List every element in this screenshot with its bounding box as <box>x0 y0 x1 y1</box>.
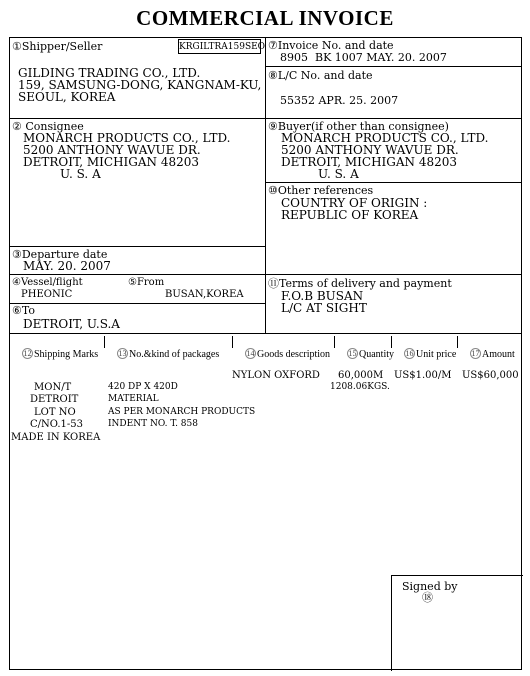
header-goods-description-text: Goods description <box>257 349 331 360</box>
shipping-mark-line-5: MADE IN KOREA <box>11 432 101 443</box>
goods-weight: 1208.06KGS. <box>330 382 390 392</box>
to-value: DETROIT, U.S.A <box>23 317 120 331</box>
goods-unit-price: US$1.00/M <box>394 370 452 381</box>
goods-quantity: 60,000M <box>338 370 384 381</box>
consignee-line-2: 5200 ANTHONY WAVUE DR. <box>23 143 201 157</box>
shipping-mark-line-4: C/NO.1-53 <box>30 419 84 430</box>
header-goods-description-num: 14 <box>246 349 255 358</box>
departure-value: MAY. 20. 2007 <box>23 259 111 273</box>
shipping-mark-line-1: MON/T <box>34 382 72 393</box>
divider-shipper-consignee <box>10 118 522 119</box>
main-vertical-divider <box>265 38 266 333</box>
header-shipping-marks-num: 12 <box>23 349 32 358</box>
header-quantity-num: 15 <box>348 349 357 358</box>
signed-by-label: Signed by <box>402 580 458 593</box>
consignee-line-3: DETROIT, MICHIGAN 48203 <box>23 155 200 169</box>
document-title: COMMERCIAL INVOICE <box>136 6 394 30</box>
signature-box <box>391 575 523 671</box>
buyer-line-1: MONARCH PRODUCTS CO., LTD. <box>281 131 489 145</box>
header-packages-text: No.&kind of packages <box>129 349 220 360</box>
divider-consignee-departure <box>10 246 265 247</box>
invoice-value: 8905 BK 1007 MAY. 20. 2007 <box>280 51 447 64</box>
terms-line-2: L/C AT SIGHT <box>281 301 367 315</box>
goods-amount: US$60,000 <box>462 370 519 381</box>
header-packages-num: 13 <box>118 349 127 358</box>
buyer-line-4: U. S. A <box>318 167 359 181</box>
header-sep-3 <box>334 336 335 348</box>
packages-line-2: MATERIAL <box>108 394 159 404</box>
shipper-code: KRGILTRA159SEO <box>178 39 261 54</box>
signed-by-number: ⑱ <box>422 591 433 604</box>
shipping-mark-line-2: DETROIT <box>30 394 79 405</box>
shipper-line-3: SEOUL, KOREA <box>18 90 116 104</box>
header-unit-price <box>394 337 456 371</box>
consignee-label: ② Consignee <box>12 120 84 133</box>
other-references-line-2: REPUBLIC OF KOREA <box>281 208 419 222</box>
terms-line-1: F.O.B BUSAN <box>281 289 364 303</box>
divider-buyer-otherrefs <box>265 182 522 183</box>
from-label: ⑤From <box>128 277 165 288</box>
shipping-mark-line-3: LOT NO <box>34 407 76 418</box>
vessel-value: PHEONIC <box>21 289 73 300</box>
header-quantity-text: Quantity <box>359 349 394 360</box>
buyer-line-2: 5200 ANTHONY WAVUE DR. <box>281 143 459 157</box>
departure-label: ③Departure date <box>12 248 108 261</box>
header-amount-num: 17 <box>471 349 480 358</box>
header-packages <box>107 337 219 371</box>
divider-goods-header <box>10 333 522 334</box>
header-shipping-marks-text: Shipping Marks <box>34 349 99 360</box>
from-value: BUSAN,KOREA <box>165 289 244 300</box>
other-references-line-1: COUNTRY OF ORIGIN : <box>281 196 428 210</box>
header-quantity <box>337 337 394 371</box>
shipper-line-2: 159, SAMSUNG-DONG, KANGNAM-KU, <box>18 78 262 92</box>
packages-line-4: INDENT NO. T. 858 <box>108 419 198 429</box>
lc-label: ⑧L/C No. and date <box>268 69 373 82</box>
consignee-line-4: U. S. A <box>60 167 101 181</box>
header-unit-price-num: 16 <box>405 349 414 358</box>
goods-description: NYLON OXFORD <box>232 370 320 381</box>
other-references-label: ⑩Other references <box>268 184 374 197</box>
shipper-label: ①Shipper/Seller <box>12 40 103 53</box>
header-unit-price-text: Unit price <box>416 349 457 360</box>
terms-label: ⑪Terms of delivery and payment <box>268 277 452 290</box>
header-sep-1 <box>104 336 105 348</box>
lc-value: 55352 APR. 25. 2007 <box>280 94 399 107</box>
invoice-form <box>9 37 522 670</box>
header-amount <box>460 337 515 371</box>
header-amount-text: Amount <box>482 349 515 360</box>
consignee-line-1: MONARCH PRODUCTS CO., LTD. <box>23 131 231 145</box>
header-sep-2 <box>232 336 233 348</box>
header-goods-description <box>235 337 330 371</box>
packages-line-1: 420 DP X 420D <box>108 382 178 392</box>
divider-invoice-lc <box>265 66 522 67</box>
header-sep-5 <box>457 336 458 348</box>
divider-vessel-to <box>10 303 265 304</box>
buyer-line-3: DETROIT, MICHIGAN 48203 <box>281 155 458 169</box>
shipper-line-1: GILDING TRADING CO., LTD. <box>18 66 201 80</box>
divider-departure-vessel <box>10 274 522 275</box>
vessel-label: ④Vessel/flight <box>12 277 83 288</box>
packages-line-3: AS PER MONARCH PRODUCTS <box>108 407 256 417</box>
buyer-label: ⑨Buyer(if other than consignee) <box>268 120 449 133</box>
to-label: ⑥To <box>12 304 35 317</box>
invoice-label: ⑦Invoice No. and date <box>268 39 394 52</box>
header-sep-4 <box>391 336 392 348</box>
header-shipping-marks <box>12 337 98 371</box>
